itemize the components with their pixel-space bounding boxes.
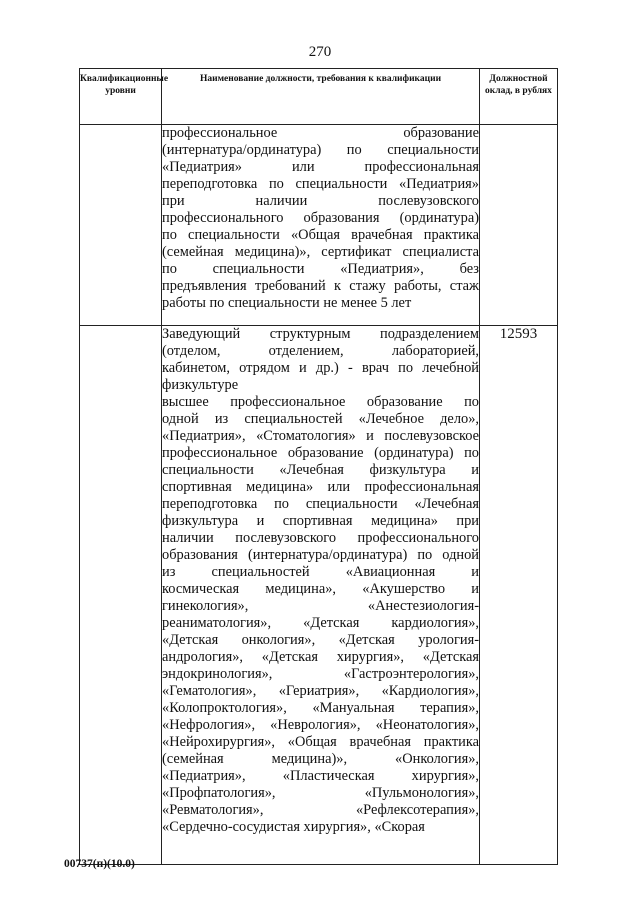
text-line: «Колопроктология», «Мануальная терапия», bbox=[162, 700, 479, 716]
text-line: «Педиатрия», «Стоматология» и послевузовское bbox=[162, 428, 479, 444]
text-line: эндокринология», «Гастроэнтерология», bbox=[162, 666, 479, 682]
text-line: профессиональное образование (ординатура) по bbox=[162, 445, 479, 461]
text-line: профессиональное образование bbox=[162, 125, 479, 141]
cell-salary bbox=[480, 125, 558, 326]
text-line: кабинетом, отрядом и др.) - врач по лечебной bbox=[162, 360, 479, 376]
text-line: реаниматология», «Детская кардиология», bbox=[162, 615, 479, 631]
text-line: переподготовка по специальности «Лечебная bbox=[162, 496, 479, 512]
text-line: образования (интернатура/ординатура) по одной bbox=[162, 547, 479, 563]
text-line: переподготовка по специальности «Педиатрия» bbox=[162, 176, 479, 192]
text-line: «Педиатрия» или профессиональная bbox=[162, 159, 479, 175]
text-line: предъявления требований к стажу работы, стаж bbox=[162, 278, 479, 294]
text-line: по специальности «Общая врачебная практика bbox=[162, 227, 479, 243]
text-line: профессионального образования (ординатура) bbox=[162, 210, 479, 226]
text-line: «Детская онкология», «Детская урология- bbox=[162, 632, 479, 648]
text-line: физкультуре bbox=[162, 377, 239, 393]
cell-salary: 12593 bbox=[480, 326, 558, 865]
text-line: Заведующий структурным подразделением bbox=[162, 326, 479, 342]
text-line: при наличии послевузовского bbox=[162, 193, 479, 209]
cell-requirements bbox=[162, 326, 480, 865]
requirements-text bbox=[162, 125, 479, 312]
text-line: (семейная медицина)», сертификат специалиста bbox=[162, 244, 479, 260]
text-line: работы по специальности не менее 5 лет bbox=[162, 295, 412, 311]
table-header-row bbox=[80, 69, 558, 125]
cell-requirements bbox=[162, 125, 480, 326]
header-position-requirements: Наименование должности, требования к квалификации bbox=[162, 69, 480, 125]
text-line: (интернатура/ординатура) по специальности bbox=[162, 142, 479, 158]
cell-level bbox=[80, 326, 162, 865]
text-line: высшее профессиональное образование по bbox=[162, 394, 479, 410]
text-line: «Профпатология», «Пульмонология», bbox=[162, 785, 479, 801]
text-line: «Нефрология», «Неврология», «Неонатология», bbox=[162, 717, 479, 733]
text-line: «Ревматология», «Рефлексотерапия», bbox=[162, 802, 479, 818]
text-line: из специальностей «Авиационная и bbox=[162, 564, 479, 580]
text-line: спортивная медицина» или профессиональная bbox=[162, 479, 479, 495]
text-line: наличии послевузовского профессионального bbox=[162, 530, 479, 546]
text-line: андрология», «Детская хирургия», «Детская bbox=[162, 649, 479, 665]
text-line: одной из специальностей «Лечебное дело», bbox=[162, 411, 479, 427]
text-line: по специальности «Педиатрия», без bbox=[162, 261, 479, 277]
document-code: 00737(п)(10.0) bbox=[64, 858, 135, 870]
cell-level bbox=[80, 125, 162, 326]
header-salary: Должностной оклад, в рублях bbox=[480, 69, 558, 125]
text-line: космическая медицина», «Акушерство и bbox=[162, 581, 479, 597]
text-line: гинекология», «Анестезиология- bbox=[162, 598, 479, 614]
table-row bbox=[80, 326, 558, 865]
requirements-text bbox=[162, 326, 479, 836]
table-row bbox=[80, 125, 558, 326]
text-line: специальности «Лечебная физкультура и bbox=[162, 462, 479, 478]
text-line: (отделом, отделением, лабораторией, bbox=[162, 343, 479, 359]
header-qualification-levels: Квалификационные уровни bbox=[80, 69, 162, 125]
text-line: «Гематология», «Гериатрия», «Кардиология», bbox=[162, 683, 479, 699]
text-line: «Нейрохирургия», «Общая врачебная практика bbox=[162, 734, 479, 750]
text-line: «Сердечно-сосудистая хирургия», «Скорая bbox=[162, 819, 425, 835]
text-line: физкультура и спортивная медицина» при bbox=[162, 513, 479, 529]
text-line: (семейная медицина)», «Онкология», bbox=[162, 751, 479, 767]
page-number: 270 bbox=[308, 44, 332, 60]
qualification-table bbox=[79, 68, 558, 865]
text-line: «Педиатрия», «Пластическая хирургия», bbox=[162, 768, 479, 784]
